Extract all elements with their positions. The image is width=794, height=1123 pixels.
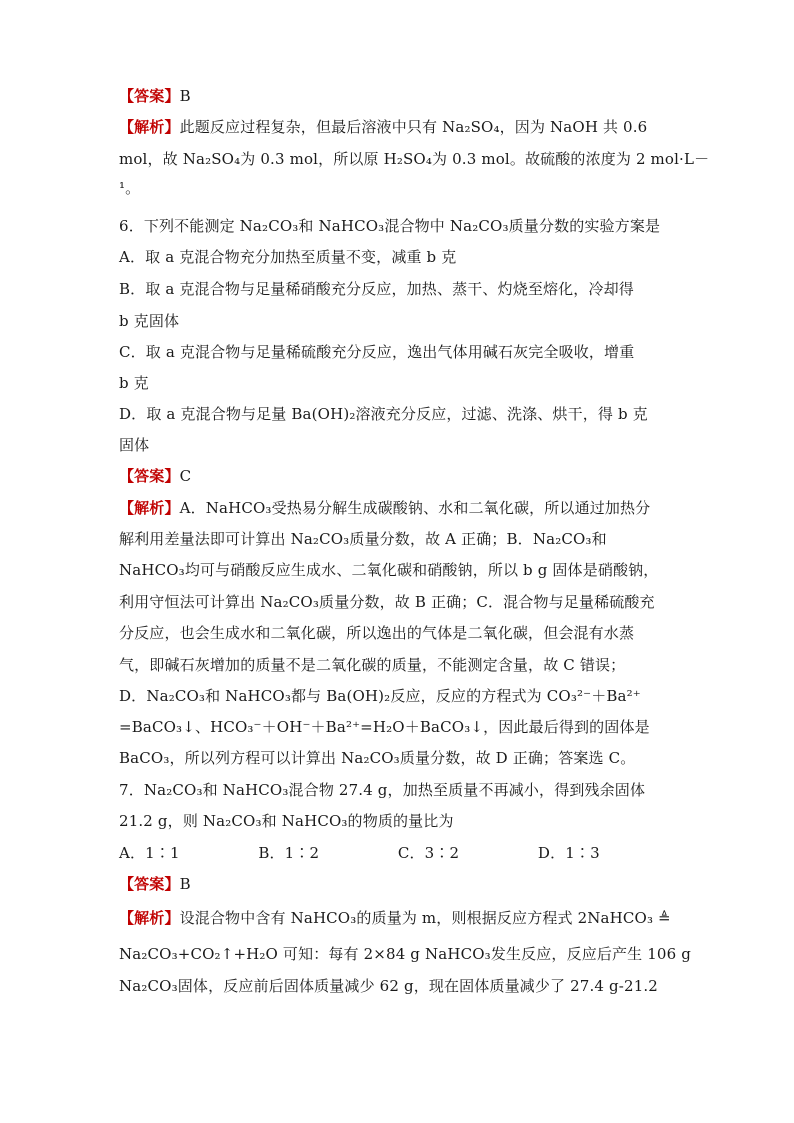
question-6-option-b: B．取 a 克混合物与足量稀硝酸充分反应，加热、蒸干、灼烧至熔化，冷却得 <box>119 280 634 298</box>
text-line: b 克 <box>119 374 149 392</box>
text-line: b 克固体 <box>119 312 180 330</box>
answer-line-6 <box>119 466 191 486</box>
line-text: B <box>179 87 191 105</box>
text-line: 分反应，也会生成水和二氧化碳，所以逸出的气体是二氧化碳，但会混有水蒸 <box>119 624 635 642</box>
text-line: ¹。 <box>119 179 141 197</box>
text-line: =BaCO₃↓、HCO₃⁻＋OH⁻＋Ba²⁺=H₂O＋BaCO₃↓，因此最后得到的固体是 <box>119 718 650 736</box>
text-line: D．Na₂CO₃和 NaHCO₃都与 Ba(OH)₂反应，反应的方程式为 CO₃²⁻＋Ba²⁺ <box>119 687 641 705</box>
analysis-line-7 <box>119 908 671 928</box>
question-6-option-c: C．取 a 克混合物与足量稀硫酸充分反应，逸出气体用碱石灰完全吸收，增重 <box>119 343 635 361</box>
line-text: 设混合物中含有 NaHCO₃的质量为 m，则根据反应方程式 2NaHCO₃ ≜ <box>179 909 671 927</box>
question-6-option-a: A．取 a 克混合物充分加热至质量不变，减重 b 克 <box>119 248 457 266</box>
question-7-stem: 7．Na₂CO₃和 NaHCO₃混合物 27.4 g，加热至质量不再减小，得到残余固体 <box>119 781 646 799</box>
line-text: B <box>179 875 191 893</box>
analysis-tag: 【解析】 <box>119 118 180 136</box>
text-line: 气，即碱石灰增加的质量不是二氧化碳的质量，不能测定含量，故 C 错误； <box>119 656 626 674</box>
answer-tag: 【答案】 <box>119 875 180 893</box>
text-line: 解利用差量法即可计算出 Na₂CO₃质量分数，故 A 正确；B．Na₂CO₃和 <box>119 530 607 548</box>
analysis-line-5 <box>119 117 647 137</box>
question-6-stem: 6．下列不能测定 Na₂CO₃和 NaHCO₃混合物中 Na₂CO₃质量分数的实验方案是 <box>119 217 661 235</box>
analysis-tag: 【解析】 <box>119 499 180 517</box>
text-line: 利用守恒法可计算出 Na₂CO₃质量分数，故 B 正确；C．混合物与足量稀硫酸充 <box>119 593 655 611</box>
line-text: A．NaHCO₃受热易分解生成碳酸钠、水和二氧化碳，所以通过加热分 <box>179 499 651 517</box>
question-7-options: A．1∶1 B．1∶2 C．3∶2 D．1∶3 <box>119 844 600 862</box>
text-line: 21.2 g，则 Na₂CO₃和 NaHCO₃的物质的量比为 <box>119 812 454 830</box>
text-line: Na₂CO₃+CO₂↑+H₂O 可知：每有 2×84 g NaHCO₃发生反应，反应后产生 106 g <box>119 945 691 963</box>
text-line: mol，故 Na₂SO₄为 0.3 mol，所以原 H₂SO₄为 0.3 mol。故硫酸的浓度为 2 mol·L－ <box>119 150 710 168</box>
question-6-option-d: D．取 a 克混合物与足量 Ba(OH)₂溶液充分反应，过滤、洗涤、烘干，得 b 克 <box>119 405 648 423</box>
answer-line-5 <box>119 86 191 106</box>
line-text: C <box>179 467 192 485</box>
text-line: NaHCO₃均可与硝酸反应生成水、二氧化碳和硝酸钠，所以 b g 固体是硝酸钠， <box>119 561 659 579</box>
answer-line-7 <box>119 874 191 894</box>
text-line: 固体 <box>119 436 150 454</box>
analysis-tag: 【解析】 <box>119 909 180 927</box>
text-line: Na₂CO₃固体，反应前后固体质量减少 62 g，现在固体质量减少了 27.4 g-21.2 <box>119 977 658 995</box>
line-text: 此题反应过程复杂，但最后溶液中只有 Na₂SO₄，因为 NaOH 共 0.6 <box>179 118 648 136</box>
answer-tag: 【答案】 <box>119 467 180 485</box>
answer-tag: 【答案】 <box>119 87 180 105</box>
analysis-line-6 <box>119 498 650 518</box>
text-line: BaCO₃，所以列方程可以计算出 Na₂CO₃质量分数，故 D 正确；答案选 C。 <box>119 749 636 767</box>
